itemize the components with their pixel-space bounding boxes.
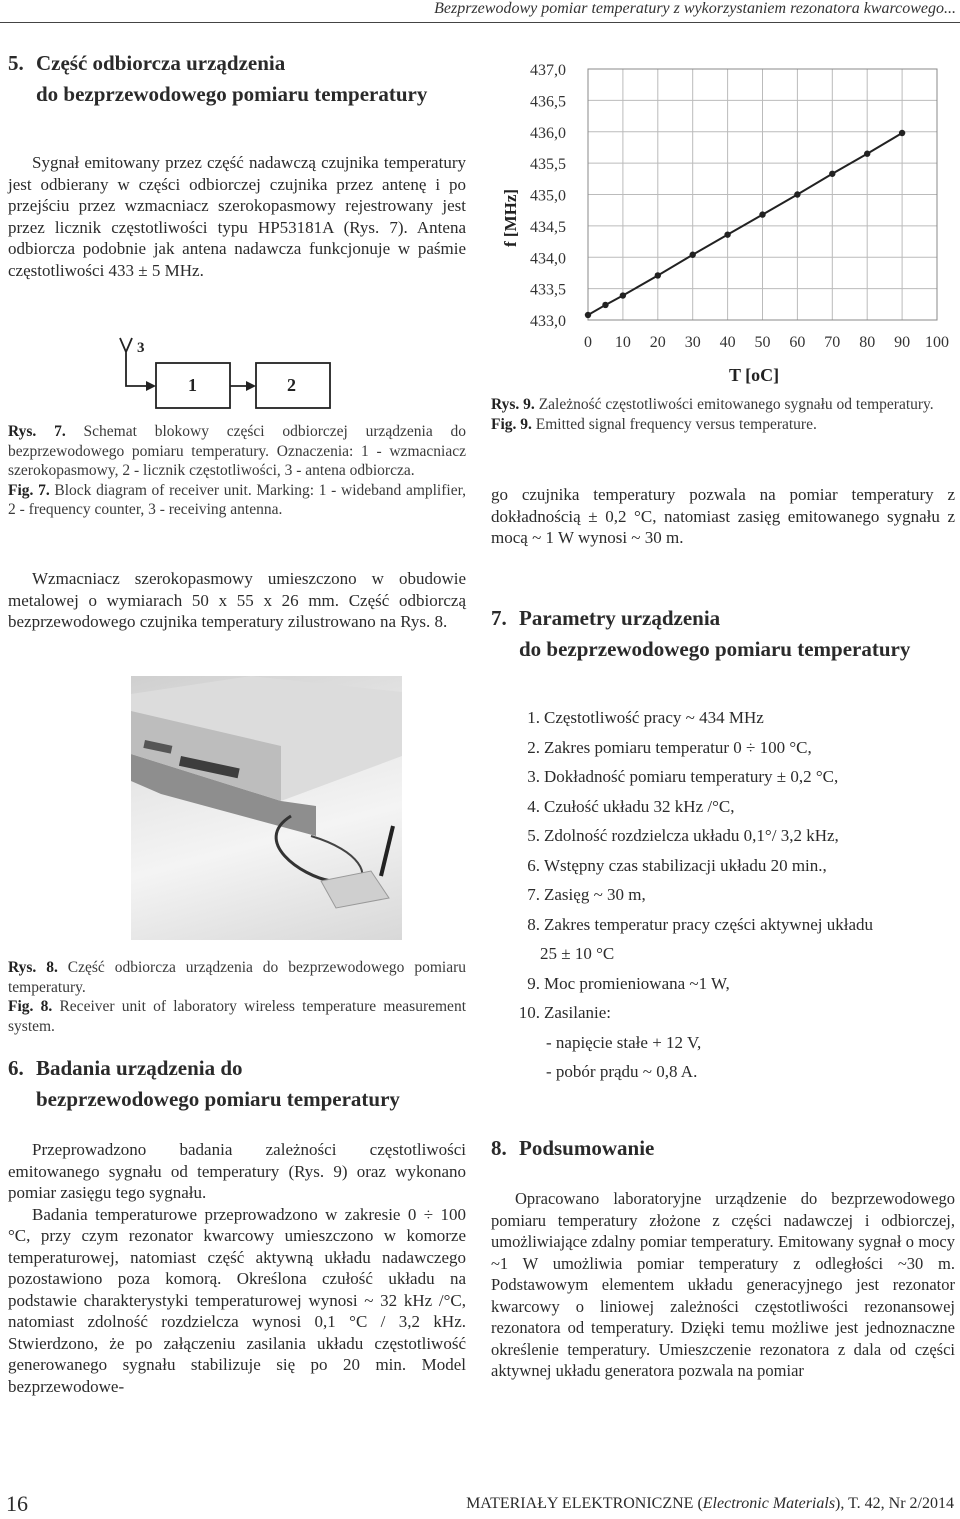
- chart-series: [585, 130, 906, 318]
- parameter-item: [518, 821, 958, 851]
- data-point: [759, 211, 765, 217]
- y-tick-label: 435,5: [530, 156, 566, 174]
- section-8: [491, 1133, 955, 1382]
- section-title-line2: do bezprzewodowego pomiaru temperatury: [519, 637, 911, 661]
- block-1-label: 1: [188, 375, 197, 395]
- caption-pl: [491, 395, 955, 415]
- caption-label: Rys. 7.: [8, 423, 66, 440]
- paragraph: [8, 1204, 466, 1398]
- block-2-label: 2: [287, 375, 296, 395]
- caption-en: [8, 997, 466, 1036]
- antenna-icon: [120, 338, 152, 386]
- arrow-head: [146, 381, 156, 391]
- parameter-number: 8.: [527, 914, 540, 934]
- paragraph-text: Przeprowadzono badania zależności częstotliwości emitowanego sygnału od temperatury (Rys. 9) oraz wykonano pomiar zasięgu tego sygnału.: [8, 1140, 466, 1202]
- section-5-para2: [8, 568, 466, 633]
- caption-label: Fig. 9.: [491, 415, 532, 433]
- parameter-text: Czułość układu 32 kHz /°C,: [544, 796, 735, 816]
- data-point: [794, 191, 800, 197]
- y-tick-label: 433,5: [530, 281, 566, 299]
- block-diagram: [100, 330, 340, 410]
- caption-text: Zależność częstotliwości emitowanego sygnału od temperatury.: [538, 396, 934, 413]
- y-tick-label: 434,5: [530, 218, 566, 236]
- section-title-line2: do bezprzewodowego pomiaru temperatury: [36, 82, 428, 106]
- page-footer: [0, 1483, 960, 1519]
- running-title: Bezprzewodowy pomiar temperatury z wykorzystaniem rezonatora kwarcowego...: [434, 0, 956, 17]
- x-tick-label: 70: [824, 334, 841, 351]
- paragraph: [491, 1188, 955, 1382]
- fig-7-caption: [8, 422, 466, 520]
- parameter-item: [518, 792, 958, 822]
- x-tick-label: 30: [684, 334, 701, 351]
- data-point: [864, 151, 870, 157]
- parameter-number: 10.: [518, 1003, 540, 1022]
- section-title-line1: Część odbiorcza urządzenia: [36, 51, 286, 75]
- antenna-label: 3: [137, 340, 145, 356]
- x-tick-label: 40: [719, 334, 736, 351]
- parameter-text: 25 ± 10 °C: [540, 944, 615, 963]
- y-tick-label: 436,0: [530, 124, 566, 142]
- y-tick-label: 435,0: [530, 187, 566, 205]
- data-point: [655, 272, 661, 278]
- y-tick-label: 437,0: [530, 62, 566, 79]
- section-5: [8, 48, 466, 281]
- caption-label: Fig. 8.: [8, 998, 53, 1015]
- caption-text: Receiver unit of laboratory wireless temperature measurement system.: [8, 998, 466, 1035]
- parameter-text: - napięcie stałe + 12 V,: [546, 1032, 702, 1052]
- parameter-text: Częstotliwość pracy ~ 434 MHz: [544, 708, 764, 727]
- parameter-item: [518, 703, 958, 733]
- parameter-item: [518, 762, 958, 792]
- parameter-item: [518, 969, 958, 999]
- parameter-text: Dokładność pomiaru temperatury ± 0,2 °C,: [544, 767, 839, 786]
- x-axis-label: T [oC]: [729, 365, 780, 385]
- continuation-paragraph: [491, 484, 955, 549]
- receiver-photo-illustration: [131, 676, 402, 940]
- x-tick-label: 10: [614, 334, 631, 351]
- parameter-text: Wstępny czas stabilizacji układu 20 min.,: [544, 855, 827, 875]
- data-point: [829, 171, 835, 177]
- parameter-number: 4.: [527, 796, 540, 816]
- data-point: [620, 292, 626, 298]
- parameter-item: [518, 939, 958, 969]
- x-tick-label: 90: [894, 334, 911, 351]
- parameter-text: Zakres pomiaru temperatur 0 ÷ 100 °C,: [544, 737, 812, 757]
- caption-label: Rys. 9.: [491, 396, 535, 413]
- caption-pl: [8, 422, 466, 481]
- section-number: 7.: [491, 606, 507, 630]
- journal-prefix: MATERIAŁY ELEKTRONICZNE (: [466, 1495, 703, 1512]
- caption-text: Block diagram of receiver unit. Marking: 1 - wideband amplifier, 2 - frequency counter, 3 - receiving antenna.: [8, 481, 467, 518]
- section-8-heading: [491, 1133, 955, 1164]
- journal-english-name: Electronic Materials: [702, 1495, 836, 1512]
- caption-en: [8, 481, 466, 520]
- section-title-line1: Badania urządzenia do: [36, 1056, 243, 1080]
- parameter-item: [518, 1057, 958, 1087]
- section-6-heading: [8, 1053, 466, 1115]
- x-tick-label: 0: [584, 334, 592, 351]
- section-title: Podsumowanie: [519, 1136, 655, 1160]
- y-tick-label: 433,0: [530, 313, 566, 330]
- x-tick-label: 20: [649, 334, 666, 351]
- caption-label: Fig. 7.: [8, 481, 50, 499]
- parameters-list: [518, 703, 958, 1087]
- section-6: [8, 1053, 466, 1397]
- y-tick-labels: [530, 62, 566, 330]
- parameter-number: 2.: [527, 737, 540, 757]
- frequency-temperature-chart: [491, 52, 957, 390]
- parameter-number: 1.: [527, 708, 540, 727]
- parameter-number: 7.: [527, 885, 540, 904]
- parameter-text: Zasilanie:: [544, 1003, 612, 1022]
- caption-en: [491, 415, 955, 435]
- receiver-photo: [131, 676, 402, 940]
- parameter-text: Moc promieniowana ~1 W,: [544, 973, 730, 993]
- data-point: [602, 302, 608, 308]
- journal-suffix: ), T. 42, Nr 2/2014: [835, 1495, 954, 1512]
- section-title-line1: Parametry urządzenia: [519, 606, 721, 630]
- parameter-item: [518, 1028, 958, 1058]
- paragraph-text: go czujnika temperatury pozwala na pomiar temperatury z dokładnością ± 0,2 °C, natomiast zasięg emitowanego sygnału z mocą ~ 1 W wynosi ~ 30 m.: [491, 485, 955, 547]
- parameter-item: [518, 733, 958, 763]
- paragraph-text: Badania temperaturowe przeprowadzono w zakresie 0 ÷ 100 °C, przy czym rezonator kwarcowy umieszczono w komorze temperaturowej, natomiast część aktywną układu nadawczego pozostawiono poza komorą. Określona czułość układu na podstawie charakterystyki temperaturowej wynosi ~ 32 kHz /°C, natomiast zdolność rozdzielcza wynosi 0,1 °C / 3,2 kHz. Stwierdzono, że po załączeniu zasilania układu częstotliwość generowanego sygnału stabilizuje się po 20 min. Model bezprzewodowe-: [8, 1204, 466, 1396]
- parameter-text: Zasięg ~ 30 m,: [544, 885, 646, 904]
- parameter-text: Zdolność rozdzielcza układu 0,1°/ 3,2 kHz,: [544, 826, 839, 845]
- caption-label: Rys. 8.: [8, 959, 58, 976]
- y-tick-label: 436,5: [530, 93, 566, 111]
- y-axis-label: f [MHz]: [501, 188, 520, 247]
- chart-grid: [588, 69, 937, 320]
- parameter-text: Zakres temperatur pracy części aktywnej układu: [544, 914, 873, 934]
- parameter-item: [518, 910, 958, 940]
- paragraph-text: Wzmacniacz szerokopasmowy umieszczono w obudowie metalowej o wymiarach 50 x 55 x 26 mm. Część odbiorczą bezprzewodowego czujnika temperatury zilustrowano na Rys. 8.: [8, 569, 466, 631]
- paragraph: [8, 568, 466, 633]
- caption-text: Schemat blokowy części odbiorczej urządzenia do bezprzewodowego pomiaru temperatury. Oznaczenia: 1 - wzmacniacz szerokopasmowy, 2 - licznik częstotliwości, 3 - antena odbiorcza.: [8, 423, 467, 479]
- x-tick-label: 100: [925, 334, 949, 351]
- x-tick-label: 50: [754, 334, 771, 351]
- x-tick-label: 80: [859, 334, 876, 351]
- parameter-number: 3.: [527, 767, 540, 786]
- data-point: [690, 252, 696, 258]
- parameter-item: [518, 998, 958, 1028]
- section-number: 5.: [8, 51, 24, 75]
- running-header: [0, 0, 960, 23]
- caption-text: Część odbiorcza urządzenia do bezprzewodowego pomiaru temperatury.: [8, 959, 467, 996]
- page-number: 16: [6, 1491, 28, 1516]
- data-point: [899, 130, 905, 136]
- series-line: [588, 133, 902, 315]
- y-tick-label: 434,0: [530, 250, 566, 268]
- section-5-heading: [8, 48, 466, 110]
- paragraph-text: Opracowano laboratoryjne urządzenie do bezprzewodowego pomiaru temperatury złożone z części nadawczej i odbiorczej, umożliwiające zdalny pomiar temperatury. Emitowany sygnał o mocy ~1 W umożliwia pomiar temperatury z odległości ~30 m. Podstawowym elementem układu generacyjnego jest rezonator kwarcowy o liniowej zależności częstotliwości rezonansowej rezonatora od temperatury. Dzięki temu możliwe jest jednoznaczne określenie temperatury. Umieszczenie rezonatora z dala od części aktywnej układu generatora pozwala na pomiar: [491, 1189, 955, 1380]
- section-number: 8.: [491, 1136, 507, 1160]
- parameter-number: 5.: [527, 826, 540, 845]
- paragraph-text: Sygnał emitowany przez część nadawczą czujnika temperatury jest odbierany w części odbiorczej czujnika przez antenę i po przejściu przez wzmacniacz szerokopasmowy rejestrowany jest przez licznik częstotliwości typu HP53181A (Rys. 7). Antena odbiorcza podobnie jak antena nadawcza funkcjonuje w paśmie częstotliwości 433 ± 5 MHz.: [8, 153, 466, 280]
- parameter-text: - pobór prądu ~ 0,8 A.: [546, 1062, 698, 1081]
- paragraph: [8, 152, 466, 281]
- parameter-item: [518, 880, 958, 910]
- section-7-heading: [491, 603, 955, 665]
- parameter-number: 6.: [527, 855, 540, 875]
- x-tick-labels: [584, 334, 949, 351]
- fig-9-caption: [491, 395, 955, 434]
- caption-text: Emitted signal frequency versus temperature.: [535, 415, 817, 433]
- arrow-head: [246, 381, 256, 391]
- parameters-items: [518, 703, 958, 1087]
- section-7: [491, 603, 955, 665]
- data-point: [585, 312, 591, 318]
- section-number: 6.: [8, 1056, 24, 1080]
- parameter-number: 9.: [527, 973, 540, 993]
- paragraph: [8, 1139, 466, 1204]
- caption-pl: [8, 958, 466, 997]
- fig-8-caption: [8, 958, 466, 1036]
- data-point: [724, 231, 730, 237]
- section-title-line2: bezprzewodowego pomiaru temperatury: [36, 1087, 400, 1111]
- x-tick-label: 60: [789, 334, 806, 351]
- parameter-item: [518, 851, 958, 881]
- journal-info: [466, 1495, 954, 1513]
